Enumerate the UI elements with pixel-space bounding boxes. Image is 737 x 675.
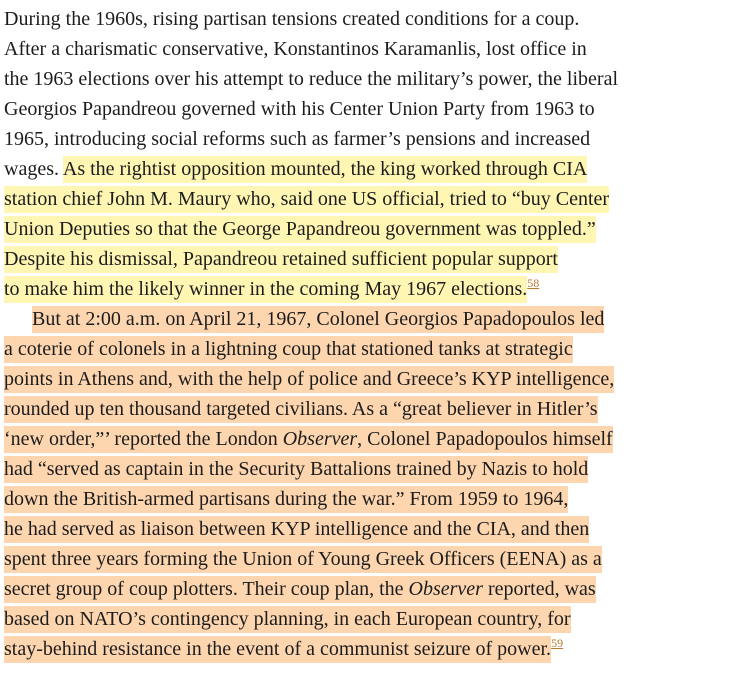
- text-line: [4, 214, 737, 244]
- highlight-yellow[interactable]: Union Deputies so that the George Papandreou government was toppled.”: [4, 216, 596, 243]
- italic-title: Observer: [408, 578, 483, 600]
- text-line: [4, 274, 737, 304]
- highlight-yellow[interactable]: station chief John M. Maury who, said one US official, tried to “buy Center: [4, 186, 609, 213]
- text-line: [4, 154, 737, 184]
- text-line: [4, 244, 737, 274]
- text-line: [4, 304, 737, 334]
- text-line: the 1963 elections over his attempt to reduce the military’s power, the liberal: [4, 68, 619, 90]
- text-line: [4, 574, 737, 604]
- highlight-orange[interactable]: points in Athens and, with the help of police and Greece’s KYP intelligence,: [4, 366, 614, 393]
- text-segment: ‘new order,”’ reported the London: [4, 428, 283, 450]
- highlight-orange[interactable]: down the British-armed partisans during the war.” From 1959 to 1964,: [4, 486, 568, 513]
- footnote-link-59[interactable]: 59: [551, 636, 564, 650]
- highlight-yellow[interactable]: to make him the likely winner in the coming May 1967 elections.: [4, 276, 527, 303]
- highlight-orange[interactable]: But at 2:00 a.m. on April 21, 1967, Colonel Georgios Papadopoulos led: [32, 306, 604, 333]
- text-line: 1965, introducing social reforms such as farmer’s pensions and increased: [4, 128, 591, 150]
- highlight-yellow[interactable]: As the rightist opposition mounted, the king worked through CIA: [63, 156, 587, 183]
- highlight-orange[interactable]: had “served as captain in the Security Battalions trained by Nazis to hold: [4, 456, 588, 483]
- highlight-orange[interactable]: based on NATO’s contingency planning, in each European country, for: [4, 606, 571, 633]
- highlight-orange[interactable]: stay-behind resistance in the event of a communist seizure of power.: [4, 636, 551, 663]
- highlight-orange[interactable]: [4, 576, 596, 603]
- text-line: During the 1960s, rising partisan tensions created conditions for a coup.: [4, 8, 580, 30]
- text-segment: wages.: [4, 158, 63, 180]
- text-line: [4, 514, 737, 544]
- italic-title: Observer: [282, 428, 358, 450]
- paragraph-2: [4, 304, 737, 664]
- text-line: Georgios Papandreou governed with his Center Union Party from 1963 to: [4, 98, 595, 120]
- highlight-yellow[interactable]: Despite his dismissal, Papandreou retained sufficient popular support: [4, 246, 558, 273]
- text-segment: , Colonel Papadopoulos himself: [357, 428, 613, 450]
- highlight-orange[interactable]: a coterie of colonels in a lightning coup that stationed tanks at strategic: [4, 336, 573, 363]
- text-segment: secret group of coup plotters. Their coup plan, the: [4, 578, 409, 600]
- text-line: [4, 364, 737, 394]
- text-line: [4, 454, 737, 484]
- highlight-orange[interactable]: spent three years forming the Union of Young Greek Officers (EENA) as a: [4, 546, 602, 573]
- highlight-orange[interactable]: rounded up ten thousand targeted civilians. As a “great believer in Hitler’s: [4, 396, 598, 423]
- text-line: [4, 424, 737, 454]
- text-line: [4, 544, 737, 574]
- text-line: [4, 334, 737, 364]
- text-line: [4, 484, 737, 514]
- text-line: [4, 184, 737, 214]
- text-line: [4, 394, 737, 424]
- highlight-orange[interactable]: he had served as liaison between KYP intelligence and the CIA, and then: [4, 516, 589, 543]
- text-line: After a charismatic conservative, Konstantinos Karamanlis, lost office in: [4, 38, 587, 60]
- text-line: [4, 634, 737, 664]
- text-segment: reported, was: [482, 578, 596, 600]
- footnote-link-58[interactable]: 58: [527, 276, 540, 290]
- text-line: [4, 604, 737, 634]
- paragraph-1: [4, 4, 737, 304]
- highlight-orange[interactable]: [4, 426, 613, 453]
